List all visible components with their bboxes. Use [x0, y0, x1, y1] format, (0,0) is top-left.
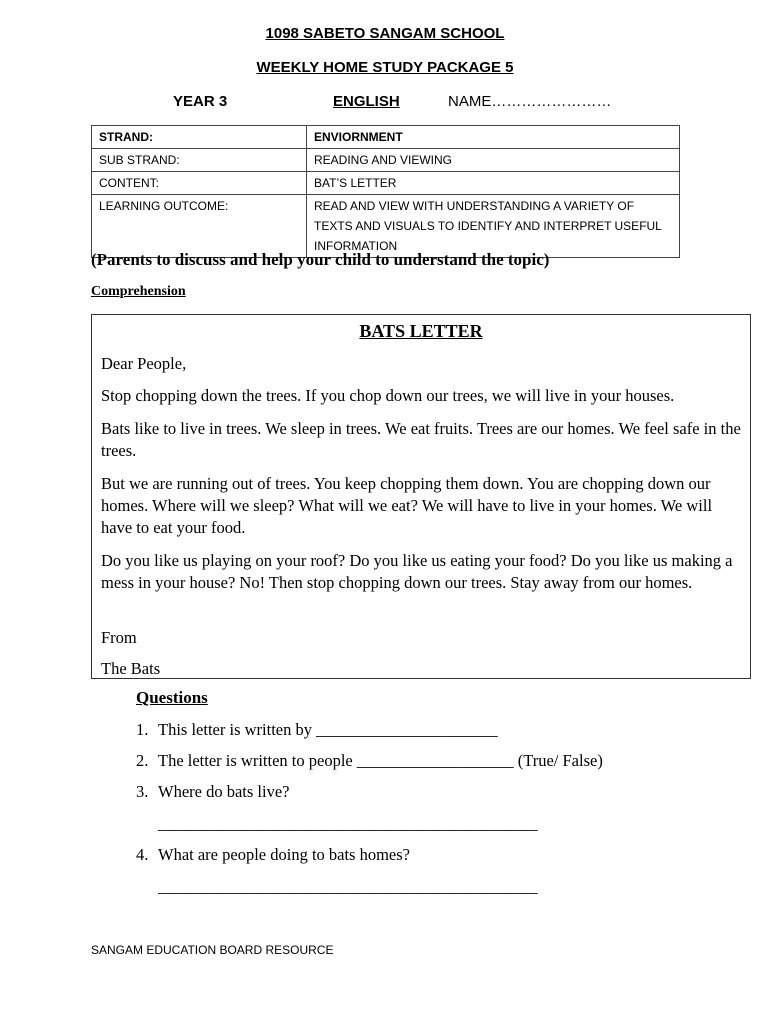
- school-title: 1098 SABETO SANGAM SCHOOL: [265, 25, 505, 42]
- question-text: This letter is written by ______________________: [158, 720, 498, 739]
- question-item: [136, 720, 498, 740]
- sub-strand-label: SUB STRAND:: [92, 149, 307, 172]
- strand-value: ENVIORNMENT: [307, 126, 680, 149]
- letter-paragraph: Do you like us playing on your roof? Do you like us eating your food? Do you like us making a mess in your house? No! Then stop chopping down our trees. Stay away from our homes.: [101, 551, 733, 592]
- learning-outcome-label: LEARNING OUTCOME:: [92, 195, 307, 258]
- package-title: WEEKLY HOME STUDY PACKAGE 5: [256, 59, 514, 76]
- footer: SANGAM EDUCATION BOARD RESOURCE: [91, 943, 334, 957]
- year-label: YEAR 3: [173, 93, 228, 110]
- content-value: BAT’S LETTER: [307, 172, 680, 195]
- table-row: [92, 172, 680, 195]
- info-table: [91, 125, 680, 258]
- question-number: 1.: [136, 720, 149, 739]
- answer-line[interactable]: ______________________________________________: [158, 877, 538, 896]
- letter-closing: From: [101, 628, 137, 647]
- question-item: [136, 782, 289, 802]
- question-text: What are people doing to bats homes?: [158, 845, 411, 864]
- learning-outcome-value: READ AND VIEW WITH UNDERSTANDING A VARIETY OF TEXTS AND VISUALS TO IDENTIFY AND INTERPRET USEFUL INFORMATION: [307, 195, 680, 258]
- table-row: [92, 126, 680, 149]
- question-item: [136, 845, 410, 865]
- subject-label: ENGLISH: [333, 93, 400, 110]
- letter-greeting: Dear People,: [101, 354, 187, 373]
- question-item: [136, 751, 603, 771]
- letter-paragraph: But we are running out of trees. You keep chopping them down. You are chopping down our homes. Where will we sleep? What will we eat? We will have to live in your homes. We will have to eat your food.: [101, 474, 713, 537]
- table-row: [92, 149, 680, 172]
- questions-heading: Questions: [136, 688, 208, 707]
- question-text: Where do bats live?: [158, 782, 290, 801]
- name-field: NAME……………………: [448, 93, 612, 110]
- comprehension-label: Comprehension: [91, 284, 186, 299]
- letter-box: [91, 314, 751, 679]
- question-number: 3.: [136, 782, 149, 801]
- strand-label: STRAND:: [92, 126, 307, 149]
- letter-paragraph: Stop chopping down the trees. If you chop down our trees, we will live in your houses.: [101, 386, 675, 405]
- question-text: The letter is written to people ___________________ (True/ False): [158, 751, 603, 770]
- letter-paragraph: Bats like to live in trees. We sleep in trees. We eat fruits. Trees are our homes. We feel safe in the trees.: [101, 419, 741, 460]
- question-number: 2.: [136, 751, 149, 770]
- table-row: [92, 195, 680, 258]
- letter-signature: The Bats: [101, 659, 161, 678]
- parents-note: (Parents to discuss and help your child to understand the topic): [91, 250, 550, 269]
- content-label: CONTENT:: [92, 172, 307, 195]
- answer-line[interactable]: ______________________________________________: [158, 814, 538, 833]
- letter-title: BATS LETTER: [359, 321, 483, 341]
- question-number: 4.: [136, 845, 149, 864]
- sub-strand-value: READING AND VIEWING: [307, 149, 680, 172]
